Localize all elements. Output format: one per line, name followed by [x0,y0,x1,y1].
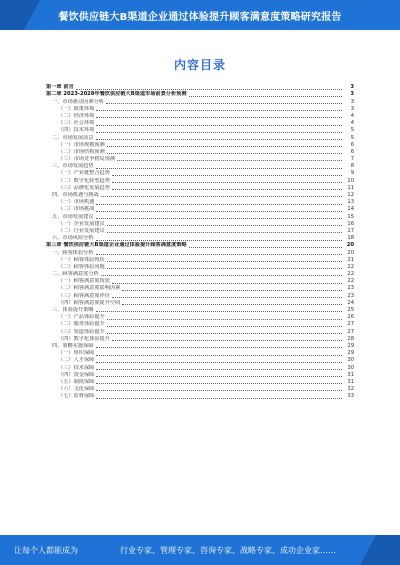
footer-decoration [360,535,400,565]
toc-entry-page: 12 [347,192,354,198]
toc-entry-text: 第二章 2023-2028年餐饮供应链大B渠道市场前景分析预测 [46,91,187,98]
toc-entry-text: 四、策略实施保障 [52,342,94,349]
toc-leader-dots [112,340,342,341]
toc-entry-text: （一）顾客满意度现状 [58,278,110,285]
toc-entry[interactable] [46,249,354,256]
toc-leader-dots [96,383,342,384]
toc-leader-dots [112,182,342,183]
toc-entry-text: （五）制度保障 [58,378,95,385]
toc-entry-page: 3 [350,91,354,98]
toc-entry-page: 31 [347,378,354,385]
toc-leader-dots [112,189,342,190]
toc-entry-page: 14 [347,206,354,213]
toc-leader-dots [96,376,342,377]
toc-entry[interactable] [46,98,354,105]
toc-entry-page: 11 [347,184,354,191]
toc-entry-page: 8 [350,163,354,170]
toc-entry-page: 22 [347,271,354,278]
toc-leader-dots [112,297,342,298]
toc-entry[interactable] [46,156,354,163]
toc-entry-text: （二）经济环境 [58,112,95,119]
toc-entry-text: （四）技术环境 [58,127,95,134]
toc-entry-text: 一、市场驱动因素分析 [52,98,104,105]
toc-entry-page: 4 [350,120,354,127]
toc-leader-dots [96,168,342,169]
toc-entry-text: （一）市场规模预测 [58,141,105,148]
toc-entry-text: 第一章 前言 [46,84,74,91]
toc-entry-page: 28 [347,335,354,342]
bottom-banner [0,535,400,565]
toc-entry[interactable] [46,149,354,156]
toc-entry-page: 26 [347,314,354,321]
toc-entry[interactable] [46,386,354,393]
toc-entry-page: 23 [347,292,354,299]
toc-leader-dots [117,160,342,161]
toc-entry-text: （四）顾客满意度提升空间 [58,299,121,306]
toc-entry-text: （一）政策环境 [58,105,95,112]
toc-leader-dots [106,103,342,104]
toc-leader-dots [96,347,342,348]
toc-entry-page: 3 [350,84,354,91]
toc-leader-dots [107,225,342,226]
toc-entry-text: 五、市场发展建议 [52,213,94,220]
toc-entry[interactable] [46,278,354,285]
toc-entry-page: 27 [347,321,354,328]
toc-entry-page: 33 [347,393,354,400]
toc-entry-page: 7 [350,156,354,163]
toc-entry-page: 30 [347,357,354,364]
toc-entry-text: （七）监督保障 [58,393,95,400]
toc-entry-page: 6 [350,148,354,155]
toc-entry-text: （二）顾客体验问题 [58,263,105,270]
toc-leader-dots [96,110,342,111]
toc-entry-text: （三）品牌化发展趋势 [58,184,110,191]
toc-entry[interactable] [46,213,354,220]
toc-entry[interactable] [46,170,354,177]
toc-entry-page: 3 [350,105,354,112]
toc-leader-dots [112,283,342,284]
toc-entry-text: （一）产品体验提升 [58,314,105,321]
toc-entry-page: 21 [347,256,354,263]
toc-entry-page: 5 [350,127,354,134]
toc-entry[interactable] [46,300,354,307]
toc-entry-text: （三）技术保障 [58,364,95,371]
toc-entry[interactable] [46,336,354,343]
toc-leader-dots [101,196,342,197]
toc-leader-dots [107,268,342,269]
top-banner [0,0,400,30]
toc-entry[interactable] [46,163,354,170]
toc-entry[interactable] [46,91,354,98]
toc-entry-page: 22 [347,263,354,270]
toc-entry[interactable] [46,177,354,184]
toc-entry[interactable] [46,242,354,249]
toc-leader-dots [107,319,342,320]
toc-entry[interactable] [46,185,354,192]
toc-leader-dots [96,390,342,391]
toc-leader-dots [96,211,342,212]
toc-leader-dots [96,369,342,370]
toc-entry-text: 三、市场发展趋势 [52,163,94,170]
toc-entry-page: 31 [347,371,354,378]
toc-entry[interactable] [46,228,354,235]
toc-entry[interactable] [46,206,354,213]
toc-leader-dots [101,275,342,276]
toc-entry-text: （四）资金保障 [58,371,95,378]
toc-entry[interactable] [46,192,354,199]
table-of-contents [46,84,354,400]
toc-entry-text: （二）市场挑战 [58,206,95,213]
toc-entry-page: 24 [347,299,354,306]
toc-entry[interactable] [46,393,354,400]
toc-entry-text: （一）企业发展建议 [58,220,105,227]
toc-entry[interactable] [46,235,354,242]
toc-entry-page: 25 [347,307,354,313]
toc-leader-dots [96,218,342,219]
toc-entry[interactable] [46,199,354,206]
toc-entry-page: 6 [350,141,354,148]
report-title: 餐饮供应链大B渠道企业通过体验提升顾客满意度策略研究报告 [58,12,342,23]
toc-entry-text: 二、顾客满意度分析 [52,271,99,278]
toc-entry[interactable] [46,84,354,91]
toc-leader-dots [189,96,342,97]
toc-leader-dots [107,326,342,327]
toc-entry-page: 4 [350,112,354,119]
toc-entry[interactable] [46,142,354,149]
toc-entry-page: 10 [347,177,354,184]
toc-entry-text: 第三章 餐饮供应链大B渠道企业通过体验提升顾客满意度策略 [46,242,187,249]
toc-leader-dots [76,89,342,90]
toc-entry-text: （二）行业发展建议 [58,227,105,234]
toc-entry-page: 17 [347,227,354,234]
toc-entry[interactable] [46,357,354,364]
toc-leader-dots [96,398,342,399]
toc-entry-text: （三）社会环境 [58,120,95,127]
toc-leader-dots [122,304,342,305]
toc-leader-dots [96,355,342,356]
toc-entry[interactable] [46,134,354,141]
toc-entry-page: 16 [347,220,354,227]
toc-leader-dots [107,261,342,262]
toc-leader-dots [112,175,342,176]
toc-entry-text: （三）顾客满意度评价 [58,292,110,299]
toc-entry-page: 27 [347,328,354,335]
toc-entry-text: 六、市场风险分析 [52,235,94,242]
toc-leader-dots [107,333,342,334]
toc-entry[interactable] [46,127,354,134]
toc-entry-page: 30 [347,364,354,371]
toc-entry-page: 5 [350,134,354,141]
toc-entry[interactable] [46,372,354,379]
toc-entry-page: 9 [350,170,354,177]
toc-entry[interactable] [46,113,354,120]
toc-entry[interactable] [46,257,354,264]
toc-entry-text: （二）人才保障 [58,357,95,364]
toc-entry-page: 23 [347,285,354,292]
toc-leader-dots [96,240,342,241]
toc-entry-page: 20 [347,249,354,256]
toc-entry-page: 20 [346,242,354,249]
toc-entry-page: 15 [347,213,354,220]
toc-entry[interactable] [46,343,354,350]
toc-entry-page: 3 [350,98,354,105]
toc-entry-page: 22 [347,278,354,285]
toc-leader-dots [189,247,342,248]
toc-leader-dots [107,153,342,154]
footer-tagline: 行业专家、管理专家、咨询专家、战略专家、成功企业家…… [120,546,336,555]
toc-entry[interactable] [46,379,354,386]
toc-leader-dots [122,290,342,291]
toc-leader-dots [107,232,342,233]
toc-entry-text: （一）顾客体验现状 [58,256,105,263]
toc-entry-text: 二、市场发展前景 [52,134,94,141]
toc-entry-text: （一）产业链整合趋势 [58,170,110,177]
toc-entry[interactable] [46,364,354,371]
toc-entry[interactable] [46,120,354,127]
toc-leader-dots [96,362,342,363]
toc-leader-dots [96,139,342,140]
footer-slogan: 让每个人都能成为 [14,546,78,555]
toc-entry-text: （二）数字化转型趋势 [58,177,110,184]
toc-entry-text: （三）渠道体验提升 [58,328,105,335]
toc-entry-text: （二）服务体验提升 [58,321,105,328]
toc-entry[interactable] [46,221,354,228]
toc-entry[interactable] [46,285,354,292]
toc-entry[interactable] [46,328,354,335]
toc-entry-page: 13 [347,199,354,206]
toc-leader-dots [96,125,342,126]
toc-leader-dots [96,132,342,133]
toc-entry-text: （一）市场机遇 [58,199,95,206]
toc-entry-text: （四）数字化体验提升 [58,335,110,342]
toc-entry[interactable] [46,350,354,357]
toc-entry-page: 18 [347,235,354,242]
toc-entry[interactable] [46,264,354,271]
toc-entry-text: 三、体验提升策略 [52,307,94,313]
toc-leader-dots [96,254,342,255]
toc-entry-text: （二）市场结构预测 [58,148,105,155]
toc-entry[interactable] [46,106,354,113]
toc-entry[interactable] [46,307,354,314]
toc-leader-dots [107,146,342,147]
toc-entry-text: （六）文化保障 [58,386,95,393]
toc-entry[interactable] [46,314,354,321]
toc-entry-text: 四、市场机遇与挑战 [52,192,99,198]
toc-entry-text: 一、顾客体验分析 [52,249,94,256]
toc-entry-text: （二）顾客满意度影响因素 [58,285,121,292]
toc-leader-dots [96,117,342,118]
toc-entry[interactable] [46,292,354,299]
toc-entry-page: 29 [347,350,354,357]
toc-leader-dots [96,311,342,312]
toc-entry[interactable] [46,271,354,278]
toc-leader-dots [96,204,342,205]
toc-entry[interactable] [46,321,354,328]
toc-entry-text: （一）组织保障 [58,350,95,357]
toc-entry-text: （三）市场竞争格局预测 [58,156,116,163]
toc-entry-page: 32 [347,386,354,393]
toc-heading: 内容目录 [173,58,226,72]
toc-entry-page: 29 [347,342,354,349]
